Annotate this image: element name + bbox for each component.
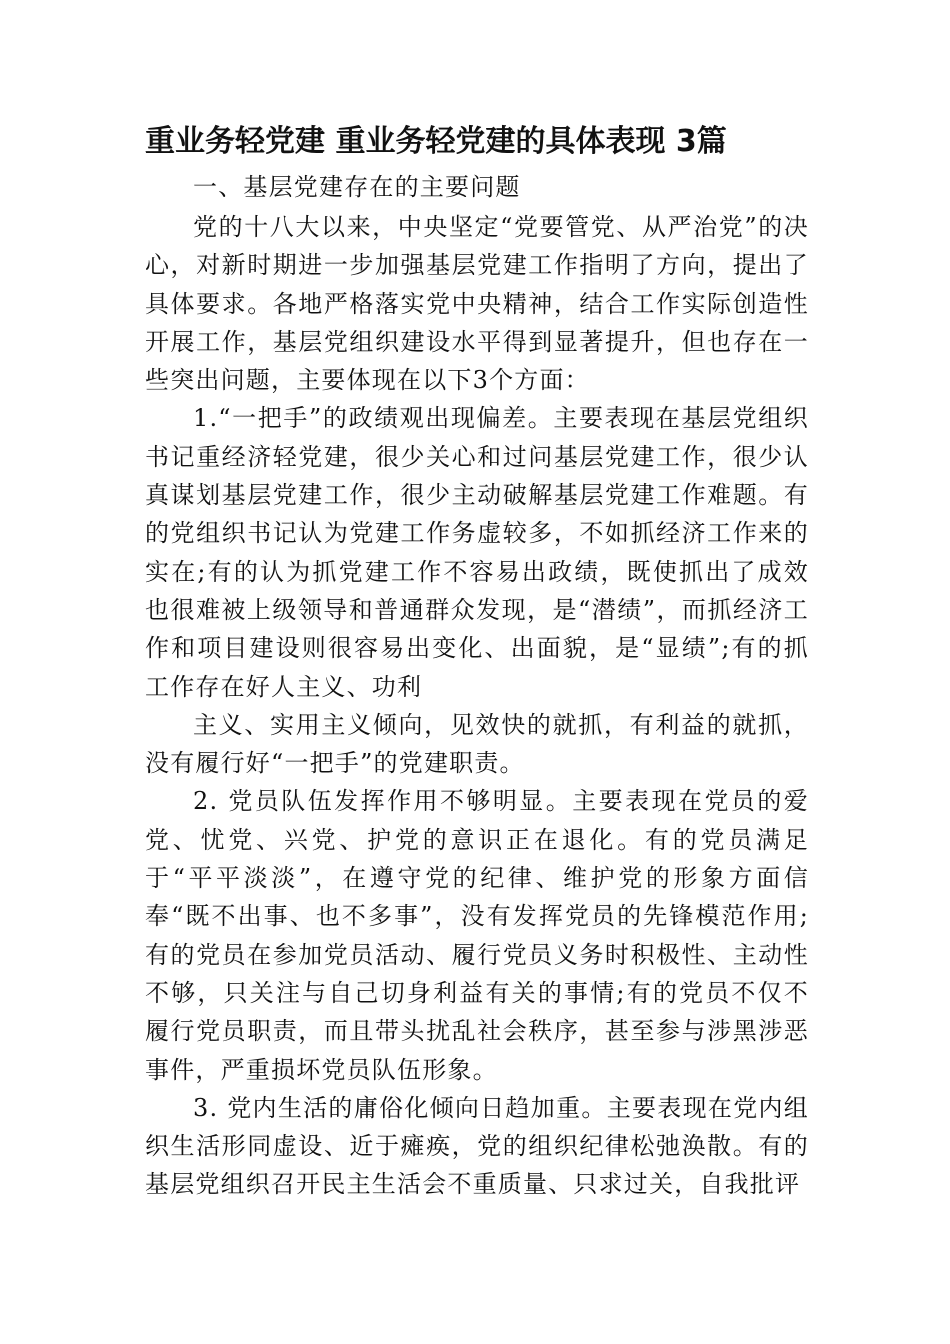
paragraph-point-1: 1.“一把手”的政绩观出现偏差。主要表现在基层党组织书记重经济轻党建，很少关心和过问基层党建工作，很少认真谋划基层党建工作，很少主动破解基层党建工作难题。有的党组织书记认为党建工作务虚较多，不如抓经济工作来的实在;有的认为抓党建工作不容易出政绩，既使抓出了成效也很难被上级领导和普通群众发现，是“潜绩”，而抓经济工作和项目建设则很容易出变化、出面貌，是“显绩”;有的抓工作存在好人主义、功利	[145, 404, 809, 701]
document-title: 重业务轻党建 重业务轻党建的具体表现 3篇	[145, 124, 727, 159]
paragraph-point-1-continued: 主义、实用主义倾向，见效快的就抓，有利益的就抓，没有履行好“一把手”的党建职责。	[145, 710, 809, 778]
paragraph-intro: 党的十八大以来，中央坚定“党要管党、从严治党”的决心，对新时期进一步加强基层党建工作指明了方向，提出了具体要求。各地严格落实党中央精神，结合工作实际创造性开展工作，基层党组织建设水平得到显著提升，但也存在一些突出问题，主要体现在以下3个方面：	[145, 213, 809, 395]
paragraph-point-2: 2. 党员队伍发挥作用不够明显。主要表现在党员的爱党、忧党、兴党、护党的意识正在退化。有的党员满足于“平平淡淡”，在遵守党的纪律、维护党的形象方面信奉“既不出事、也不多事”，没有发挥党员的先锋模范作用;有的党员在参加党员活动、履行党员义务时积极性、主动性不够，只关注与自己切身利益有关的事情;有的党员不仅不履行党员职责，而且带头扰乱社会秩序，甚至参与涉黑涉恶事件，严重损坏党员队伍形象。	[145, 787, 809, 1084]
document-page	[145, 118, 809, 1204]
section-heading: 一、基层党建存在的主要问题	[193, 173, 521, 201]
paragraph-point-3: 3. 党内生活的庸俗化倾向日趋加重。主要表现在党内组织生活形同虚设、近于瘫痪，党的组织纪律松弛涣散。有的基层党组织召开民主生活会不重质量、只求过关，自我批评	[145, 1093, 809, 1199]
